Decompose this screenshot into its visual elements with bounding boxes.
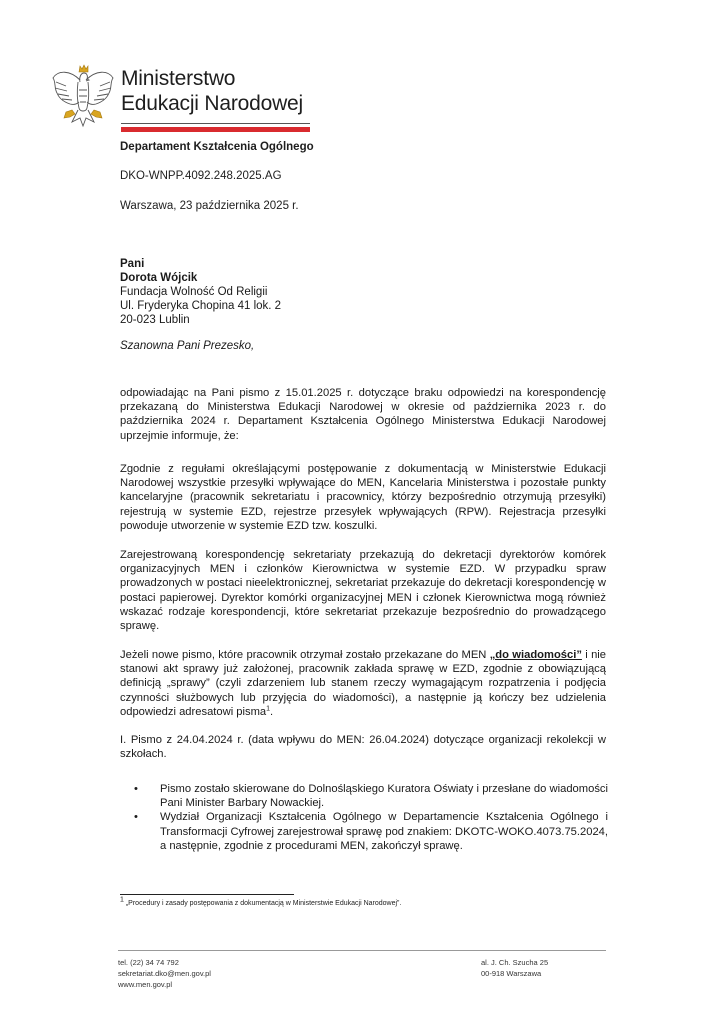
- bullet-icon: •: [134, 811, 138, 824]
- header-divider-red: [121, 127, 310, 132]
- paragraph-4-start: Jeżeli nowe pismo, które pracownik otrzymał zostało przekazane do MEN: [120, 649, 490, 661]
- reference-number: DKO-WNPP.4092.248.2025.AG: [120, 170, 282, 182]
- recipient-street: Ul. Fryderyka Chopina 41 lok. 2: [120, 300, 282, 312]
- footnote-reference: 1: [266, 705, 271, 713]
- footnote: [120, 896, 402, 907]
- footer-phone: tel. (22) 34 74 792: [118, 958, 179, 967]
- department-name: Departament Kształcenia Ogólnego: [120, 141, 314, 153]
- brand-line-2: Edukacji Narodowej: [121, 92, 303, 115]
- footer-email[interactable]: sekretariat.dko@men.gov.pl: [118, 969, 211, 978]
- footer-address: [481, 957, 548, 979]
- bullet-list: [120, 782, 608, 853]
- paragraph-4-end: i nie stanowi akt sprawy już założonej, pracownik zakłada sprawę w EZD, zgodnie z obowiązującą definicją „sprawy” (czyli zdarzeniem lub stanem rzeczy wymagającym rozpatrzenia i podjęcia czynności służbowych lub przyjęcia do wiadomości), a następnie ją kończy bez udzielenia odpowiedzi adresatowi pisma: [120, 649, 606, 718]
- paragraph-5-item-heading: I. Pismo z 24.04.2024 r. (data wpływu do MEN: 26.04.2024) dotyczące organizacji rekolekcji w szkołach.: [120, 734, 606, 761]
- bullet-text: Pismo zostało skierowane do Dolnośląskiego Kuratora Oświaty i przesłane do wiadomości Pani Minister Barbary Nowackiej.: [160, 783, 608, 810]
- paragraph-2: Zgodnie z regułami określającymi postępowanie z dokumentacją w Ministerstwie Edukacji Narodowej wszystkie przesyłki wpływające do MEN, Kancelaria Ministerstwa i pozostałe punkty kancelaryjne (pracownik sekretariatu i pracownicy, którzy bezpośrednio otrzymują przesyłki) rejestrują w systemie EZD, rejestrze przesyłek wpływających (RPW). Rejestracja przesyłki powoduje utworzenie w systemie EZD tzw. koszulki.: [120, 463, 606, 532]
- footer-divider: [118, 950, 606, 951]
- bullet-item: [120, 782, 608, 810]
- recipient-title: Pani: [120, 258, 145, 270]
- salutation: Szanowna Pani Prezesko,: [120, 340, 255, 352]
- bullet-icon: •: [134, 783, 138, 795]
- paragraph-3: Zarejestrowaną korespondencję sekretariaty przekazują do dekretacji dyrektorów komórek organizacyjnych MEN i członków Kierownictwa w systemie EZD. W przypadku spraw prowadzonych w postaci nieelektronicznej, sekretariat przekazuje do dekretacji korespondencję w postaci papierowej. Dyrektor komórki organizacyjnej MEN i członek Kierownictwa mogą również wskazać rodzaje korespondencji, które sekretariat przekazuje bezpośrednio do prowadzącego sprawę.: [120, 549, 606, 633]
- paragraph-1: odpowiadając na Pani pismo z 15.01.2025 r. dotyczące braku odpowiedzi na korespondencję przekazaną do Ministerstwa Edukacji Narodowej w okresie od października 2023 r. do października 2024 r. Departament Kształcenia Ogólnego Ministerstwa Edukacji Narodowej uprzejmie informuje, że:: [120, 387, 606, 442]
- recipient-name: Dorota Wójcik: [120, 272, 198, 284]
- bullet-text: Wydział Organizacji Kształcenia Ogólnego w Departamencie Kształcenia Ogólnego i Transformacji Cyfrowej zarejestrował sprawę pod znakiem: DKOTC-WOKO.4073.75.2024, a następnie, zgodnie z procedurami MEN, zakończył sprawę.: [160, 811, 608, 852]
- recipient-organization: Fundacja Wolność Od Religii: [120, 286, 268, 298]
- bullet-item: [120, 810, 608, 853]
- footnote-text: „Procedury i zasady postępowania z dokumentacją w Ministerstwie Edukacji Narodowej”.: [123, 900, 402, 907]
- footer-address-line-2: 00-918 Warszawa: [481, 969, 542, 978]
- ministry-name: [121, 66, 303, 116]
- footer-contact: [118, 957, 211, 990]
- header-divider-thin: [121, 123, 310, 124]
- footnote-divider: [120, 894, 294, 895]
- place-and-date: Warszawa, 23 października 2025 r.: [120, 200, 299, 212]
- footer-address-line-1: al. J. Ch. Szucha 25: [481, 958, 549, 967]
- footer-website[interactable]: www.men.gov.pl: [118, 980, 173, 989]
- polish-eagle-emblem-icon: [50, 60, 116, 132]
- footnote-marker: 1: [120, 896, 124, 904]
- paragraph-4: [120, 648, 606, 719]
- emphasis-do-wiadomosci: „do wiadomości”: [489, 649, 582, 661]
- paragraph-4-tail: .: [270, 705, 274, 718]
- brand-line-1: Ministerstwo: [121, 67, 236, 90]
- recipient-address: [120, 257, 281, 327]
- recipient-city: 20-023 Lublin: [120, 314, 190, 326]
